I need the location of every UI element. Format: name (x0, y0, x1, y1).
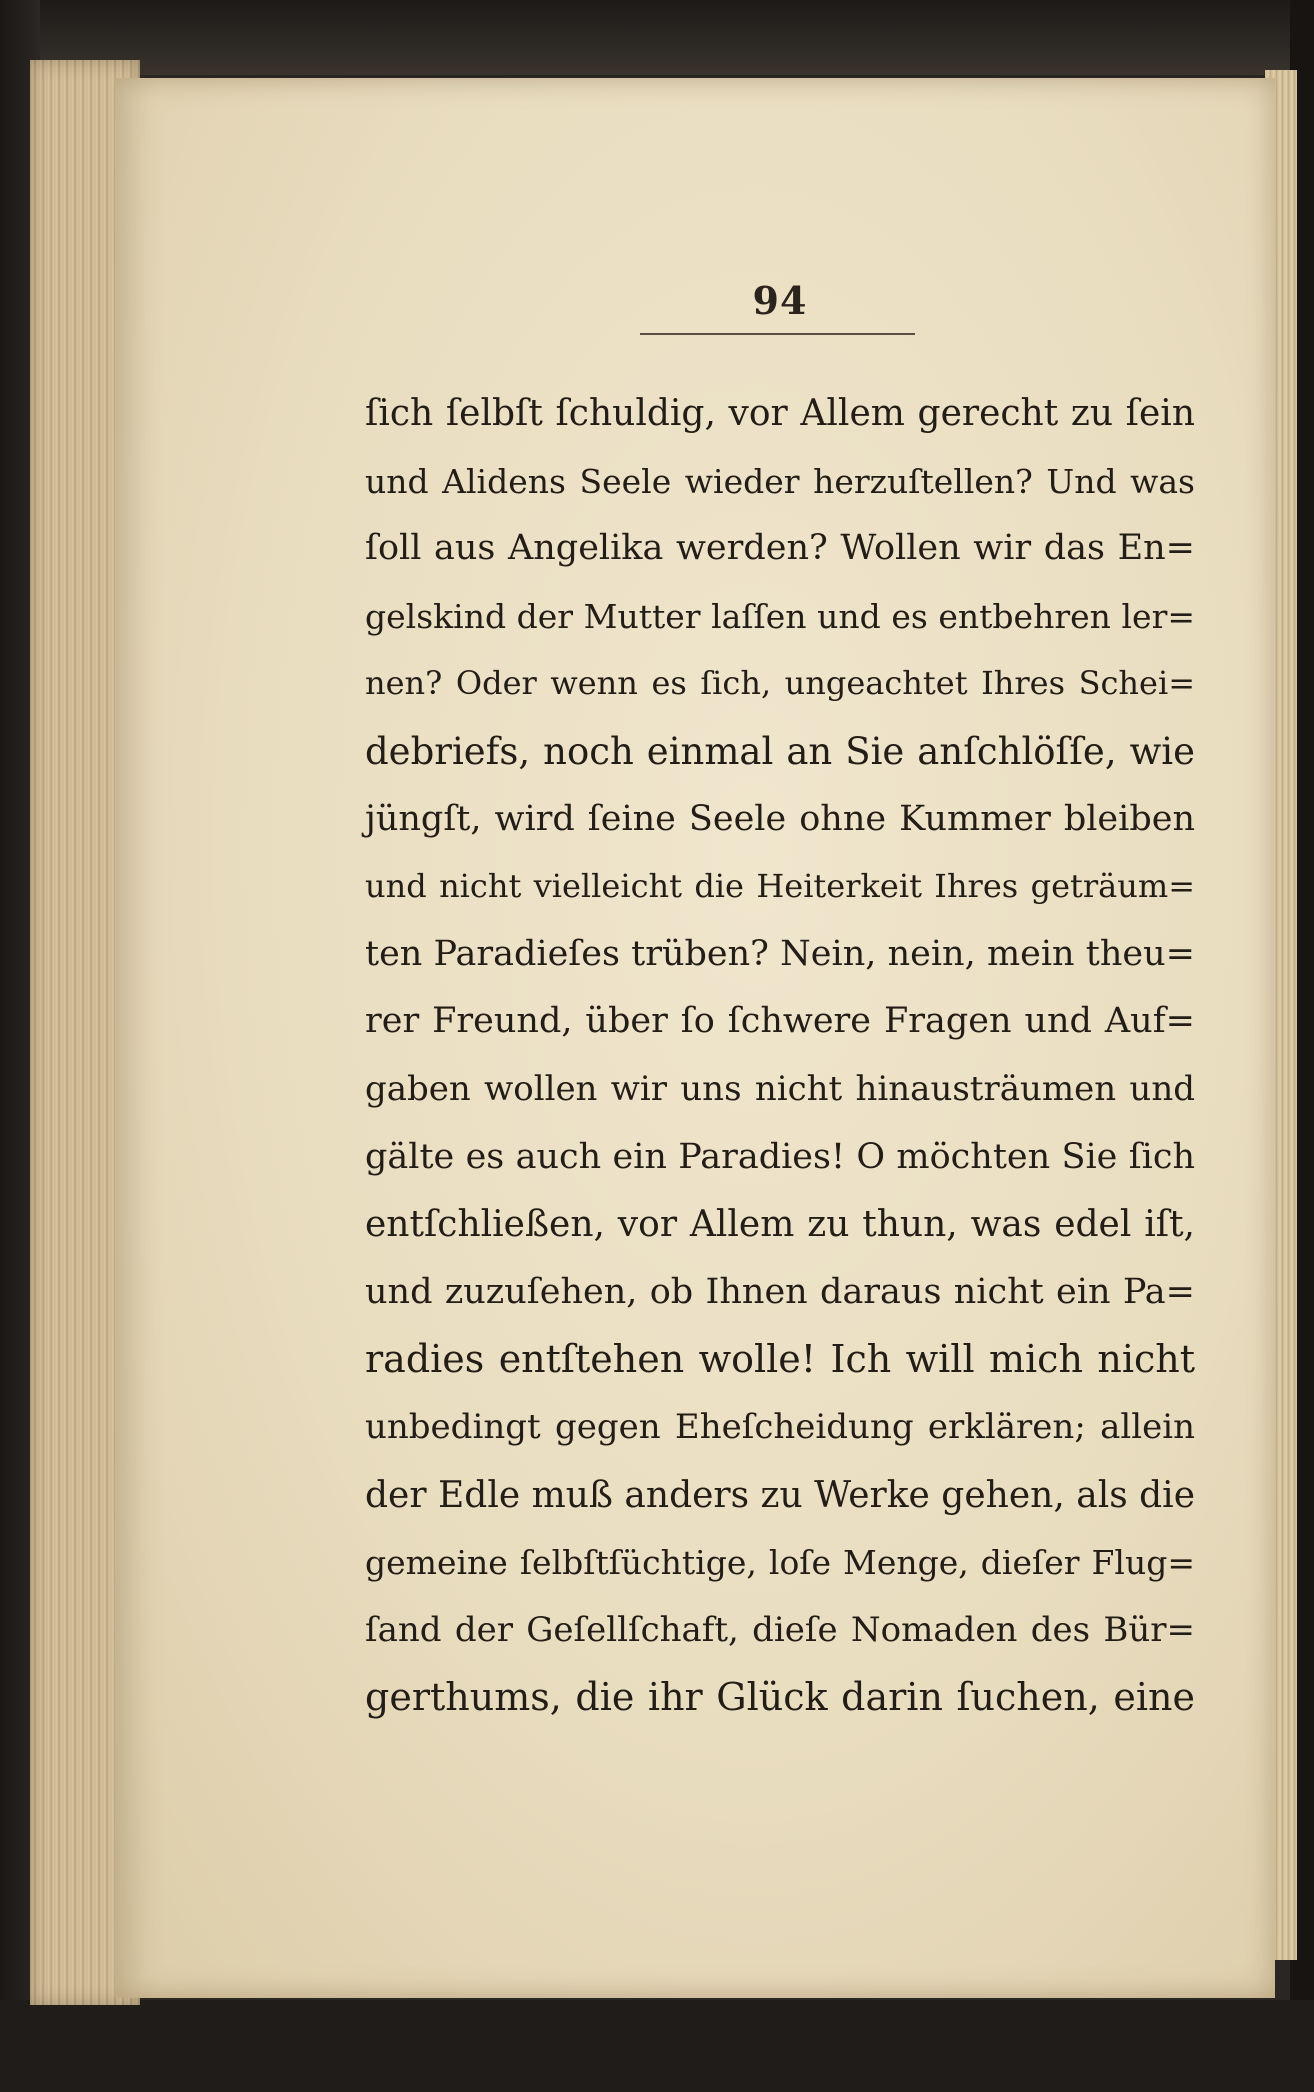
body-text (365, 380, 1195, 1732)
text-line: debriefs, noch einmal an Sie anſchlöſſe, wie (365, 729, 1195, 773)
text-line: radies entſtehen wolle! Ich will mich nicht (365, 1337, 1195, 1382)
text-line: und nicht vielleicht die Heiterkeit Ihres geträum= (365, 867, 1195, 906)
text-line: gemeine ſelbſtſüchtige, loſe Menge, dieſer Flug= (365, 1543, 1195, 1583)
text-line: ten Paradieſes trüben? Nein, nein, mein theu= (365, 933, 1195, 974)
text-line: gälte es auch ein Paradies! O möchten Sie ſich (365, 1136, 1195, 1177)
page-number: 94 (752, 278, 808, 323)
text-line: gerthums, die ihr Glück darin ſuchen, eine (365, 1675, 1195, 1720)
text-line: unbedingt gegen Eheſcheidung erklären; allein (365, 1406, 1195, 1447)
text-line: gelskind der Mutter laſſen und es entbehren ler= (365, 596, 1195, 636)
text-line: ſand der Geſellſchaft, dieſe Nomaden des Bür= (365, 1609, 1195, 1650)
header-rule (640, 333, 915, 335)
text-line: und zuzuſehen, ob Ihnen daraus nicht ein Pa= (365, 1271, 1195, 1312)
text-line: nen? Oder wenn es ſich, ungeachtet Ihres Schei= (365, 664, 1195, 703)
book-cover-top (0, 0, 1314, 75)
text-line: gaben wollen wir uns nicht hinausträumen und (365, 1068, 1195, 1109)
book-cover-bottom (0, 2000, 1314, 2092)
text-line: entſchließen, vor Allem zu thun, was edel iſt, (365, 1204, 1195, 1246)
text-line: und Alidens Seele wieder herzuſtellen? Und was (365, 461, 1195, 501)
text-line: ſich ſelbſt ſchuldig, vor Allem gerecht zu ſein (365, 393, 1195, 434)
text-line: rer Freund, über ſo ſchwere Fragen und Auf= (365, 1001, 1195, 1042)
text-line: ſoll aus Angelika werden? Wollen wir das En= (365, 528, 1195, 569)
text-line: der Edle muß anders zu Werke gehen, als die (365, 1474, 1195, 1516)
text-line: jüngſt, wird ſeine Seele ohne Kummer bleiben (365, 798, 1195, 839)
